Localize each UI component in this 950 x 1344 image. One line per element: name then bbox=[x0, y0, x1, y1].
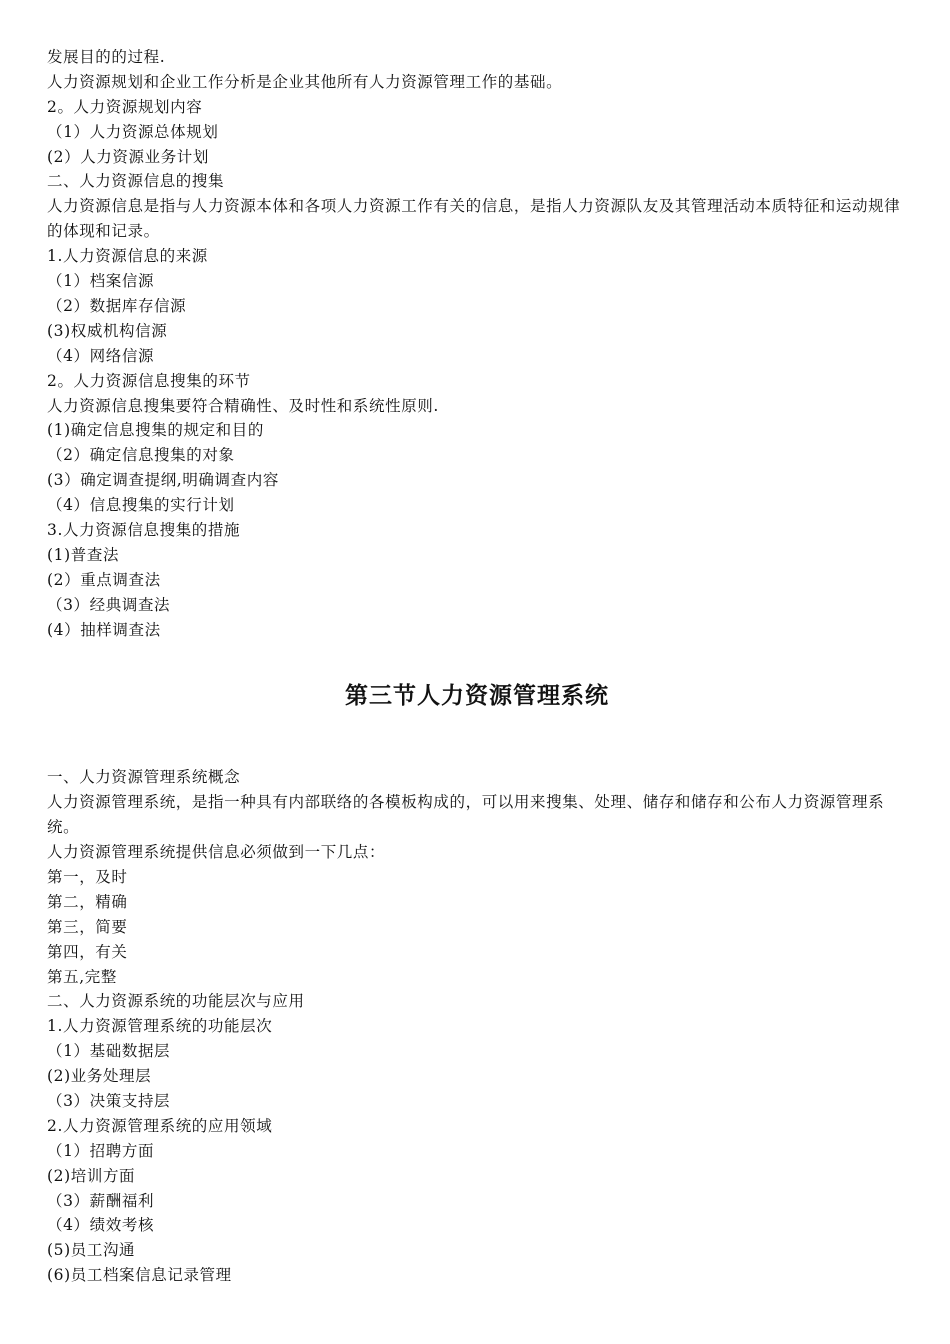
text-line: （2）数据库存信源 bbox=[47, 296, 187, 315]
text-line: 一、人力资源管理系统概念 bbox=[47, 768, 241, 787]
text-line: 发展目的的过程. bbox=[47, 48, 166, 66]
text-line: 第二，精确 bbox=[47, 892, 128, 911]
text-line: （1）人力资源总体规划 bbox=[47, 122, 219, 141]
text-line: 第三，简要 bbox=[47, 917, 128, 936]
text-line: (5)员工沟通 bbox=[47, 1241, 136, 1260]
text-line: (6)员工档案信息记录管理 bbox=[47, 1266, 232, 1285]
document-page bbox=[47, 45, 907, 1288]
text-line: 二、人力资源信息的搜集 bbox=[47, 172, 225, 191]
text-line: （3）决策支持层 bbox=[47, 1092, 171, 1111]
text-line: (3)权威机构信源 bbox=[47, 321, 168, 340]
section-heading: 第三节人力资源管理系统 bbox=[345, 683, 609, 710]
text-line: （3）薪酬福利 bbox=[47, 1191, 155, 1210]
text-line: (2）重点调查法 bbox=[47, 570, 161, 589]
text-line: 2。人力资源信息搜集的环节 bbox=[47, 371, 251, 390]
text-line: 2.人力资源管理系统的应用领域 bbox=[47, 1116, 273, 1135]
text-line: （1）招聘方面 bbox=[47, 1141, 155, 1160]
text-line: 人力资源管理系统提供信息必须做到一下几点： bbox=[47, 843, 386, 862]
text-line: 第四，有关 bbox=[47, 942, 128, 961]
text-line: (3）确定调查提纲,明确调查内容 bbox=[47, 471, 279, 490]
paragraph: 人力资源管理系统，是指一种具有内部联络的各模板构成的，可以用来搜集、处理、储存和储存和公布人力资源管理系统。 bbox=[47, 793, 885, 837]
text-line: （1）基础数据层 bbox=[47, 1042, 171, 1061]
text-line: 第一，及时 bbox=[47, 868, 128, 886]
text-line: 1.人力资源管理系统的功能层次 bbox=[47, 1017, 273, 1036]
section-block-1 bbox=[47, 45, 907, 642]
text-line: (2)培训方面 bbox=[47, 1166, 136, 1185]
paragraph: 人力资源信息是指与人力资源本体和各项人力资源工作有关的信息，是指人力资源队友及其管理活动本质特征和运动规律的体现和记录。 bbox=[47, 197, 901, 241]
text-line: （4）绩效考核 bbox=[47, 1216, 155, 1235]
section-block-2 bbox=[47, 765, 907, 1288]
text-line: 3.人力资源信息搜集的措施 bbox=[47, 520, 241, 539]
text-line: (2）人力资源业务计划 bbox=[47, 147, 210, 166]
text-line: （4）网络信源 bbox=[47, 346, 155, 365]
text-line: 第五,完整 bbox=[47, 967, 117, 986]
text-line: 人力资源信息搜集要符合精确性、及时性和系统性原则. bbox=[47, 396, 439, 415]
text-line: 人力资源规划和企业工作分析是企业其他所有人力资源管理工作的基础。 bbox=[47, 72, 563, 91]
text-line: (1)普查法 bbox=[47, 545, 120, 564]
text-line: （1）档案信源 bbox=[47, 272, 155, 291]
text-line: （3）经典调查法 bbox=[47, 595, 171, 614]
text-line: 2。人力资源规划内容 bbox=[47, 97, 203, 116]
text-line: 1.人力资源信息的来源 bbox=[47, 247, 208, 266]
text-line: (4）抽样调查法 bbox=[47, 620, 161, 639]
text-line: （4）信息搜集的实行计划 bbox=[47, 496, 235, 515]
text-line: (1)确定信息搜集的规定和目的 bbox=[47, 421, 264, 440]
text-line: （2）确定信息搜集的对象 bbox=[47, 446, 235, 465]
text-line: 二、人力资源系统的功能层次与应用 bbox=[47, 992, 305, 1011]
text-line: (2)业务处理层 bbox=[47, 1067, 152, 1086]
